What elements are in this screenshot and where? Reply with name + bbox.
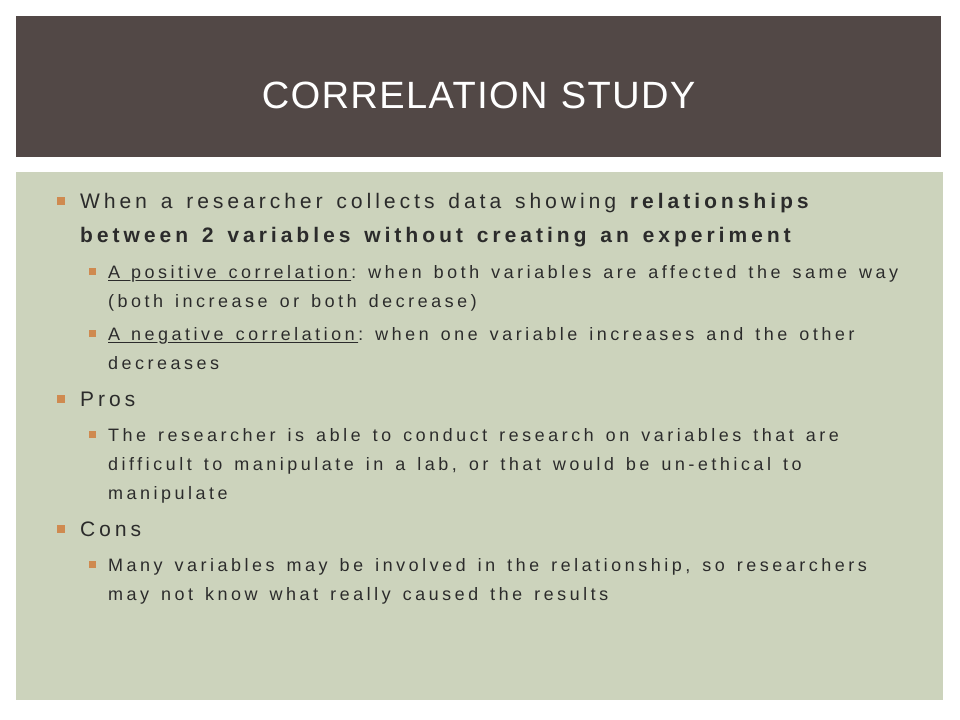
sub-bullet-text: [108, 320, 916, 378]
bullet-item-definition: [80, 185, 916, 253]
sub-bullet-text: [108, 258, 916, 316]
content-panel: [16, 172, 943, 700]
square-bullet-icon: [89, 431, 96, 438]
bullet-item-pros: [80, 383, 916, 417]
text-run: Cons: [80, 517, 146, 541]
text-run: Pros: [80, 387, 140, 411]
text-run: : when both variables are affected the same way (both increase or both decrease): [108, 261, 902, 311]
sub-bullet-pros-detail: [108, 421, 916, 508]
underlined-term: A positive correlation: [108, 261, 352, 282]
bullet-text: [80, 383, 916, 417]
square-bullet-icon: [57, 197, 65, 205]
sub-bullet-cons-detail: [108, 551, 916, 609]
sub-bullet-text: [108, 421, 916, 508]
bullet-text: [80, 185, 916, 253]
square-bullet-icon: [89, 330, 96, 337]
bold-text-run: relationships between 2 variables without creating an experiment: [80, 190, 813, 247]
bullet-item-cons: [80, 513, 916, 547]
square-bullet-icon: [89, 268, 96, 275]
sub-bullet-positive-correlation: [108, 258, 916, 316]
bullet-list: [80, 185, 916, 609]
slide-title: CORRELATION STUDY: [261, 75, 697, 117]
text-run: The researcher is able to conduct research on variables that are difficult to manipulate in a lab, or that would be un-ethical to manipulate: [108, 425, 843, 503]
square-bullet-icon: [57, 525, 65, 533]
sub-bullet-negative-correlation: [108, 320, 916, 378]
sub-bullet-text: [108, 551, 916, 609]
text-run: When a researcher collects data showing: [80, 190, 630, 213]
square-bullet-icon: [57, 395, 65, 403]
title-bar: [16, 16, 941, 157]
text-run: Many variables may be involved in the relationship, so researchers may not know what really caused the results: [108, 555, 871, 604]
underlined-term: A negative correlation: [108, 324, 359, 344]
bullet-text: [80, 513, 916, 547]
square-bullet-icon: [89, 561, 96, 568]
text-run: : when one variable increases and the other decreases: [108, 324, 858, 373]
